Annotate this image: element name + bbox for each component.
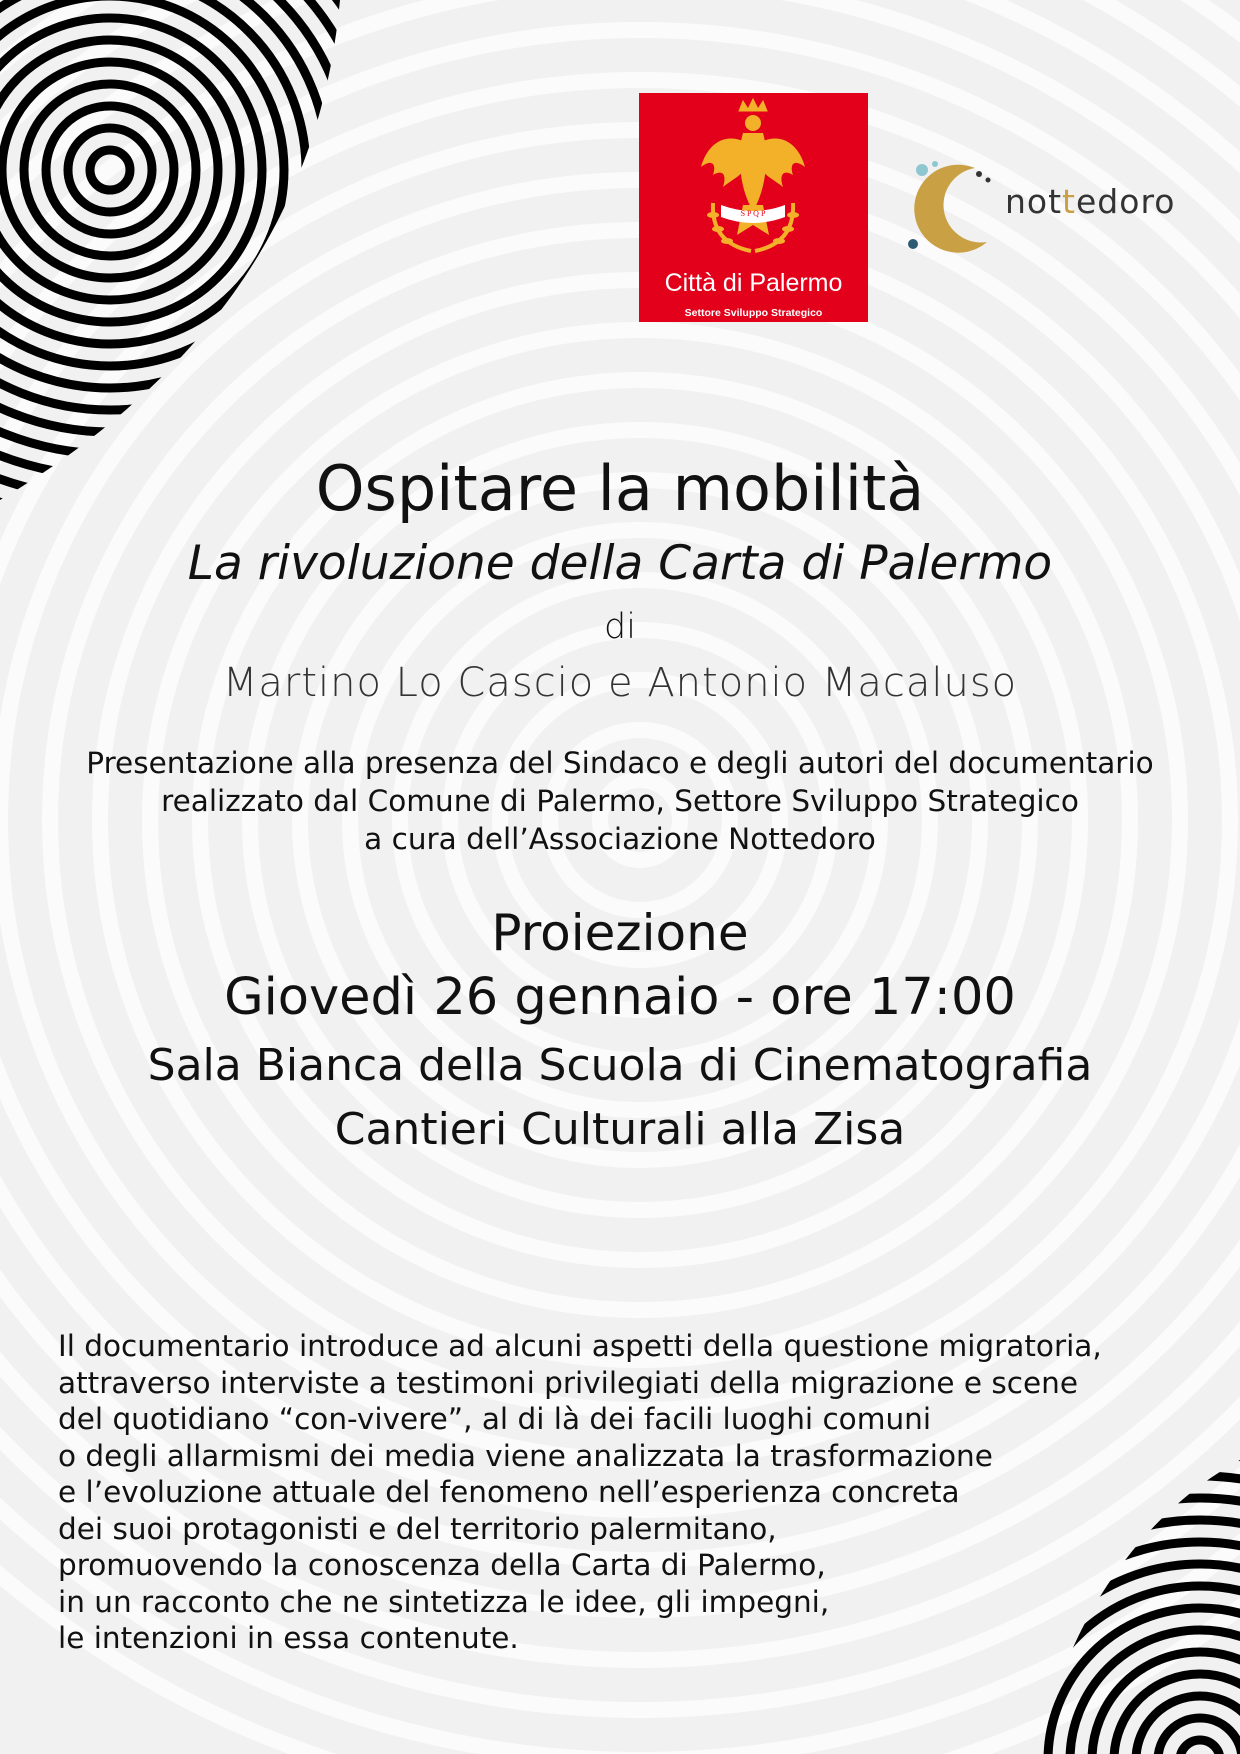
nottedoro-wordmark-t: t — [1062, 182, 1076, 221]
palermo-logo — [639, 93, 868, 322]
nottedoro-wordmark-post: edoro — [1076, 182, 1176, 221]
nottedoro-wordmark — [1005, 182, 1175, 221]
palermo-name: Città di Palermo — [664, 269, 843, 297]
description-line: promuovendo la conoscenza della Carta di Palermo, — [58, 1548, 826, 1582]
presentation-line: Presentazione alla presenza del Sindaco e degli autori del documentario — [86, 746, 1154, 780]
description-line: in un racconto che ne sintetizza le idee, gli impegni, — [58, 1584, 830, 1619]
description-line: Il documentario introduce ad alcuni aspetti della questione migratoria, — [58, 1329, 1102, 1363]
page-title: Ospitare la mobilità — [315, 452, 925, 525]
nottedoro-logo — [905, 160, 1195, 260]
description-line: attraverso interviste a testimoni privilegiati della migrazione e scene — [58, 1365, 1078, 1400]
description-line: del quotidiano “con-vivere”, al di là dei facili luoghi comuni — [58, 1402, 932, 1436]
description-line: dei suoi protagonisti e del territorio palermitano, — [58, 1511, 777, 1546]
nottedoro-wordmark-pre: not — [1005, 182, 1063, 221]
description — [58, 1328, 1238, 1657]
by-label: di — [604, 607, 636, 647]
description-line: e l’evoluzione attuale del fenomeno nell’esperienza concreta — [58, 1475, 960, 1509]
subtitle: La rivoluzione della Carta di Palermo — [187, 536, 1053, 591]
moon-icon — [905, 160, 1005, 260]
svg-text:S P Q P: S P Q P — [740, 209, 766, 218]
description-line: o degli allarmismi dei media viene analizzata la trasformazione — [58, 1438, 993, 1473]
event-label: Proiezione — [491, 904, 749, 962]
presentation-text — [0, 744, 1240, 858]
event-venue: Sala Bianca della Scuola di Cinematografia — [147, 1040, 1093, 1091]
palermo-department: Settore Sviluppo Strategico — [684, 307, 823, 319]
event-location: Cantieri Culturali alla Zisa — [334, 1104, 906, 1155]
description-line: le intenzioni in essa contenute. — [58, 1621, 519, 1655]
presentation-line: realizzato dal Comune di Palermo, Settore Sviluppo Strategico — [161, 784, 1079, 818]
event-datetime: Giovedì 26 gennaio - ore 17:00 — [224, 968, 1016, 1027]
presentation-line: a cura dell’Associazione Nottedoro — [364, 822, 876, 856]
authors: Martino Lo Cascio e Antonio Macaluso — [222, 660, 1018, 706]
